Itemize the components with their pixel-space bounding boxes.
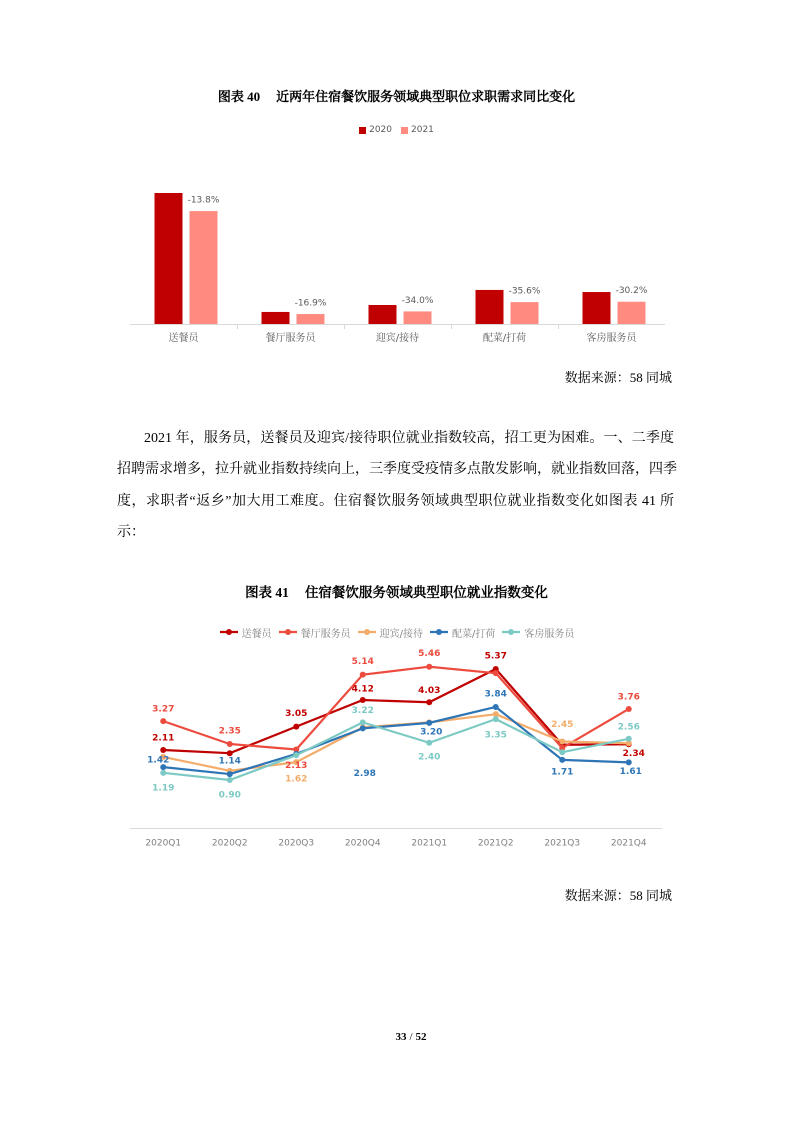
- data-label: 3.35: [484, 730, 507, 741]
- legend-line-marker: [278, 627, 298, 637]
- data-point: [360, 725, 366, 731]
- x-tick-label: 2021Q1: [411, 838, 448, 849]
- legend-dot: [508, 629, 514, 635]
- x-tick-label: 2020Q2: [211, 838, 248, 849]
- bar-chart: [120, 145, 680, 350]
- legend-item-餐厅服务员: [278, 625, 351, 640]
- bar-2021-4: [511, 302, 539, 324]
- bar-2020-3: [369, 305, 397, 324]
- paragraph-line: 招聘需求增多，拉升就业指数持续向上，三季度受疫情多点散发影响，就业指数回落，四季: [117, 462, 677, 478]
- line-chart-legend: [0, 624, 793, 640]
- data-label: 2.98: [353, 768, 376, 779]
- data-label: 4.12: [351, 684, 374, 695]
- figure-41-label: 图表 41: [245, 585, 289, 600]
- bar-2020-2: [262, 312, 290, 324]
- legend-item-2020: [359, 125, 392, 135]
- data-point: [160, 770, 166, 776]
- legend-item-2021: [401, 125, 434, 135]
- current-page-number: 33: [395, 1031, 407, 1043]
- data-label: 3.27: [152, 704, 175, 715]
- data-point: [227, 750, 233, 756]
- paragraph-line: 度，求职者“返乡”加大用工难度。住宿餐饮服务领域典型职位就业指数变化如图表 41 所: [117, 493, 674, 509]
- bar-chart-legend: [0, 124, 793, 136]
- data-label: 3.22: [351, 705, 374, 716]
- bar-data-label: -16.9%: [294, 298, 327, 309]
- data-point: [559, 739, 565, 745]
- data-label: 1.62: [285, 774, 308, 785]
- legend-line-marker: [357, 627, 377, 637]
- data-point: [360, 719, 366, 725]
- data-point: [559, 749, 565, 755]
- x-tick-label: 2021Q3: [544, 838, 581, 849]
- data-label: 1.71: [551, 767, 574, 778]
- legend-line-marker: [429, 627, 449, 637]
- x-tick-label: 客房服务员: [586, 333, 637, 344]
- legend-item-送餐员: [219, 625, 272, 640]
- data-point: [227, 741, 233, 747]
- total-pages-number: 52: [415, 1031, 427, 1043]
- x-tick-label: 2020Q1: [145, 838, 182, 849]
- data-label: 2.56: [617, 722, 640, 733]
- legend-label: 配菜/打荷: [452, 628, 496, 640]
- bar-2021-5: [618, 302, 646, 324]
- legend-label: 送餐员: [241, 628, 272, 640]
- series-line: [163, 667, 629, 750]
- data-point: [227, 771, 233, 777]
- data-point: [626, 736, 632, 742]
- data-label: 5.37: [484, 651, 507, 662]
- bar-2021-1: [190, 211, 218, 324]
- data-label: 2.40: [418, 752, 441, 763]
- legend-label: 2020: [369, 125, 392, 135]
- data-point: [160, 747, 166, 753]
- legend-swatch: [359, 127, 366, 134]
- legend-item-配菜/打荷: [429, 625, 495, 640]
- bar-data-label: -13.8%: [187, 195, 220, 206]
- bar-2020-5: [583, 292, 611, 324]
- data-point: [360, 672, 366, 678]
- data-point: [426, 699, 432, 705]
- figure-41-title: [0, 585, 793, 601]
- legend-dot: [226, 629, 232, 635]
- legend-label: 2021: [411, 125, 434, 135]
- data-point: [426, 740, 432, 746]
- data-label: 2.35: [218, 726, 241, 737]
- data-point: [293, 752, 299, 758]
- data-point: [626, 759, 632, 765]
- data-point: [227, 777, 233, 783]
- data-label: 0.90: [218, 790, 241, 801]
- figure-40-source: 数据来源：58 同城: [564, 370, 672, 385]
- legend-line-marker: [501, 627, 521, 637]
- data-label: 1.42: [147, 755, 170, 766]
- figure-40-label: 图表 40: [217, 89, 261, 104]
- data-point: [626, 706, 632, 712]
- data-label: 3.84: [484, 689, 507, 700]
- data-label: 3.05: [285, 709, 308, 720]
- data-label: 1.61: [619, 766, 642, 777]
- legend-dot: [364, 629, 370, 635]
- legend-swatch: [401, 127, 408, 134]
- data-label: 2.13: [285, 760, 308, 771]
- x-tick-label: 迎宾/接待: [375, 333, 420, 344]
- data-point: [160, 718, 166, 724]
- page-number: [0, 1030, 793, 1044]
- bar-data-label: -35.6%: [508, 286, 541, 297]
- legend-label: 客房服务员: [524, 628, 575, 640]
- legend-item-客房服务员: [501, 625, 574, 640]
- data-label: 5.14: [351, 657, 374, 668]
- data-point: [493, 704, 499, 710]
- data-label: 1.19: [152, 783, 175, 794]
- figure-40-title: [0, 89, 793, 105]
- x-tick-label: 配菜/打荷: [482, 333, 527, 344]
- body-paragraph: [117, 423, 677, 548]
- data-label: 2.11: [152, 733, 175, 744]
- bar-data-label: -34.0%: [401, 295, 434, 306]
- bar-2020-4: [476, 290, 504, 324]
- x-tick-label: 2020Q3: [278, 838, 315, 849]
- legend-item-迎宾/接待: [357, 625, 423, 640]
- data-point: [493, 716, 499, 722]
- data-point: [559, 757, 565, 763]
- x-tick-label: 餐厅服务员: [265, 333, 316, 344]
- bar-2020-1: [155, 193, 183, 324]
- data-point: [360, 697, 366, 703]
- data-label: 5.46: [418, 649, 441, 660]
- data-label: 3.20: [420, 727, 443, 738]
- line-chart: [120, 640, 680, 855]
- x-tick-label: 2021Q2: [477, 838, 514, 849]
- figure-41-caption: 住宿餐饮服务领域典型职位就业指数变化: [304, 585, 548, 600]
- bar-data-label: -30.2%: [615, 286, 648, 297]
- data-point: [293, 724, 299, 730]
- legend-dot: [285, 629, 291, 635]
- paragraph-line: 示：: [117, 524, 145, 540]
- legend-line-marker: [219, 627, 239, 637]
- data-point: [426, 664, 432, 670]
- data-point: [426, 720, 432, 726]
- data-label: 2.34: [622, 748, 645, 759]
- data-point: [493, 670, 499, 676]
- paragraph-line: 2021 年，服务员，送餐员及迎宾/接待职位就业指数较高，招工更为困难。一、二季度: [144, 431, 674, 446]
- data-label: 3.76: [617, 692, 640, 703]
- legend-dot: [436, 629, 442, 635]
- x-tick-label: 送餐员: [168, 333, 199, 344]
- data-label: 2.45: [551, 720, 574, 731]
- legend-label: 餐厅服务员: [300, 628, 351, 640]
- data-label: 4.03: [418, 685, 441, 696]
- data-label: 1.14: [218, 756, 241, 767]
- x-tick-label: 2020Q4: [344, 838, 381, 849]
- bar-2021-2: [297, 314, 325, 324]
- figure-40-caption: 近两年住宿餐饮服务领域典型职位求职需求同比变化: [276, 89, 576, 104]
- bar-2021-3: [404, 311, 432, 324]
- page-separator: /: [409, 1031, 413, 1043]
- figure-41-source: 数据来源：58 同城: [564, 888, 672, 903]
- legend-label: 迎宾/接待: [379, 628, 423, 640]
- x-tick-label: 2021Q4: [610, 838, 647, 849]
